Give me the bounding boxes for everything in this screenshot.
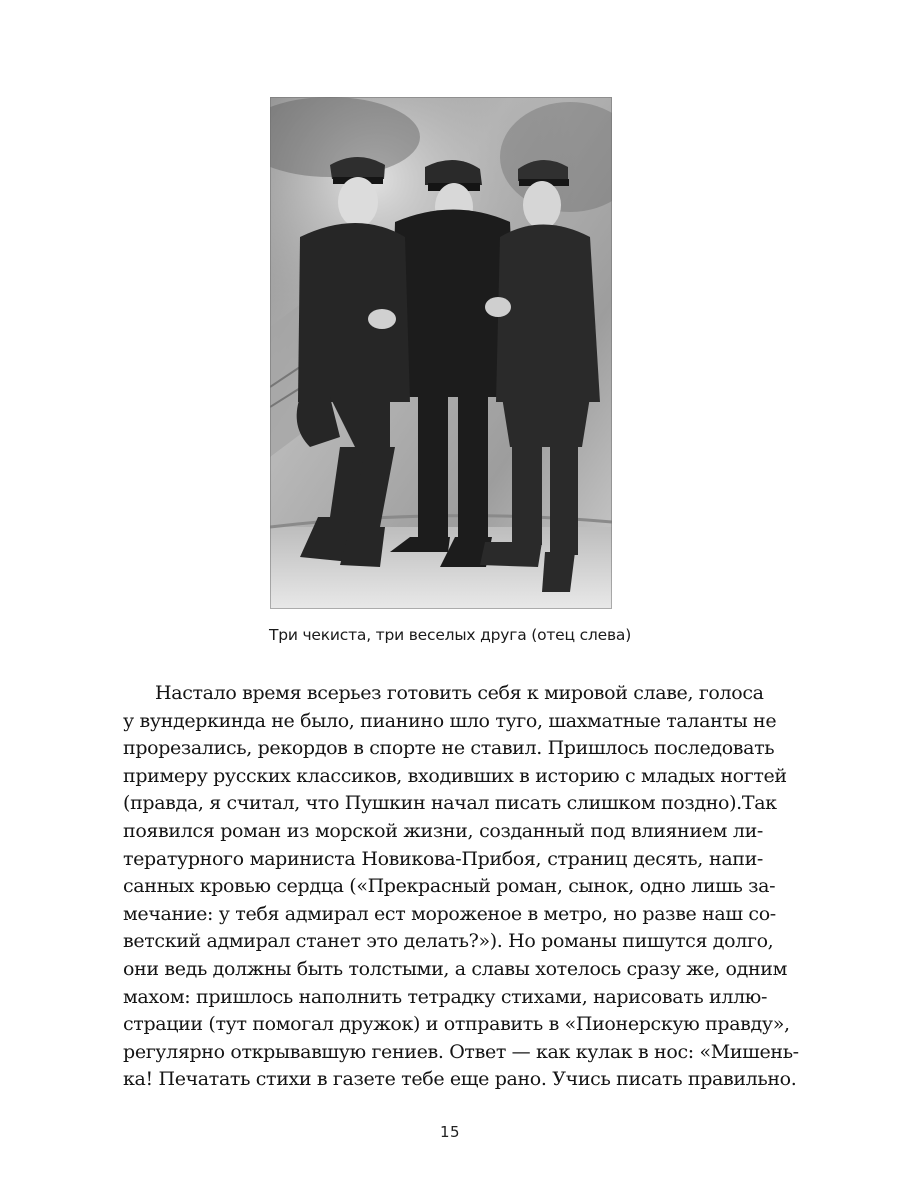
text-line: Настало время всерьез готовить себя к мировой славе, голоса [155,682,764,704]
text-line: прорезались, рекордов в спорте не ставил. Пришлось последовать [123,737,775,760]
text-line: появился роман из морской жизни, созданный под влиянием ли- [123,819,763,842]
historical-photo [270,97,612,609]
text-line: страции (тут помогал дружок) и отправить в «Пионерскую правду», [123,1013,790,1036]
text-line: они ведь должны быть толстыми, а славы хотелось сразу же, одним [123,957,788,980]
text-line: мечание: у тебя адмирал ест мороженое в метро, но разве наш со- [123,902,776,925]
text-line: примеру русских классиков, входивших в историю с младых ногтей [123,764,787,787]
text-line: тературного мариниста Новикова-Прибоя, страниц десять, напи- [123,847,763,870]
text-line: регулярно открывавшую гениев. Ответ — как кулак в нос: «Мишень- [123,1040,799,1063]
text-line: ветский адмирал станет это делать?»). Но романы пишутся долго, [123,930,774,953]
three-men-photo-illustration [270,97,612,609]
text-line: (правда, я считал, что Пушкин начал писать слишком поздно).Так [123,792,777,815]
text-line: санных кровью сердца («Прекрасный роман, сынок, одно лишь за- [123,875,776,898]
page-number: 15 [439,1123,461,1141]
photo-caption: Три чекиста, три веселых друга (отец слева) [268,626,632,644]
text-line: махом: пришлось наполнить тетрадку стихами, нарисовать иллю- [123,985,768,1008]
text-line: ка! Печатать стихи в газете тебе еще рано. Учись писать правильно. [123,1068,797,1091]
body-paragraph [123,680,799,1094]
text-line: у вундеркинда не было, пианино шло туго, шахматные таланты не [123,709,777,732]
